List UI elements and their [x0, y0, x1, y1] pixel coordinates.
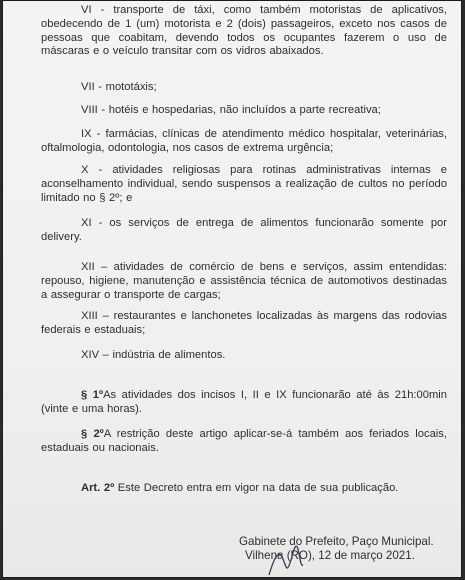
- paragraph-vii: [41, 81, 447, 95]
- paragraph-xiii-text: XIII – restaurantes e lanchonetes localizadas às margens das rodovias federais e estaduais;: [41, 310, 447, 336]
- paragraph-vii-text: VII - mototáxis;: [81, 81, 157, 93]
- paragraph-2-section: [41, 428, 447, 456]
- paragraph-viii: [41, 104, 447, 118]
- paragraph-2-text: A restrição deste artigo aplicar-se-á também aos feriados locais, estaduais ou nacionais.: [41, 428, 447, 454]
- paragraph-2-label: § 2º: [81, 428, 104, 440]
- signature-block: [231, 535, 451, 563]
- paragraph-viii-text: VIII - hotéis e hospedarias, não incluídos a parte recreativa;: [81, 104, 381, 116]
- paragraph-1-label: § 1º: [81, 389, 104, 401]
- paragraph-vi-text: VI - transporte de táxi, como também motoristas de aplicativos, obedecendo de 1 (um) motorista e 2 (dois) passageiros, exceto nos casos de pessoas que coabitam, devendo todos os ocupantes fazerem o uso de máscaras e o veículo transitar com os vidros abaixados.: [41, 4, 447, 58]
- paragraph-1-text: As atividades dos incisos I, II e IX funcionarão até às 21h:00min (vinte e uma horas).: [41, 389, 447, 415]
- article-2: [41, 482, 447, 496]
- article-2-label: Art. 2º: [81, 482, 115, 494]
- handwritten-signature: [265, 545, 305, 578]
- paragraph-vi: [41, 4, 447, 59]
- paragraph-ix-text: IX - farmácias, clínicas de atendimento médico hospitalar, veterinárias, oftalmologia, odontologia, nos casos de extrema urgência;: [41, 128, 447, 154]
- paragraph-x-text: X - atividades religiosas para rotinas administrativas internas e aconselhamento individual, sendo suspensos a realização de cultos no período limitado no § 2º; e: [41, 164, 447, 204]
- paragraph-ix: [41, 128, 447, 156]
- paragraph-xii: [41, 261, 447, 302]
- article-2-text: Este Decreto entra em vigor na data de sua publicação.: [114, 482, 399, 494]
- document-page: [2, 0, 462, 578]
- paragraph-xi: [41, 217, 447, 245]
- signature-office: Gabinete do Prefeito, Paço Municipal.: [239, 535, 434, 548]
- paragraph-xiv: [41, 349, 447, 363]
- paragraph-xiv-text: XIV – indústria de alimentos.: [81, 349, 226, 361]
- paragraph-xiii: [41, 310, 447, 338]
- paragraph-1-section: [41, 389, 447, 417]
- signature-place-date: Vilhena (RO), 12 de março 2021.: [245, 549, 415, 562]
- paragraph-xii-text: XII – atividades de comércio de bens e serviços, assim entendidas: repouso, higiene, manutenção e assistência técnica de automotivos destinadas a assegurar o transporte de cargas;: [41, 261, 447, 301]
- paragraph-xi-text: XI - os serviços de entrega de alimentos funcionarão somente por delivery.: [41, 217, 447, 243]
- paragraph-x: [41, 164, 447, 205]
